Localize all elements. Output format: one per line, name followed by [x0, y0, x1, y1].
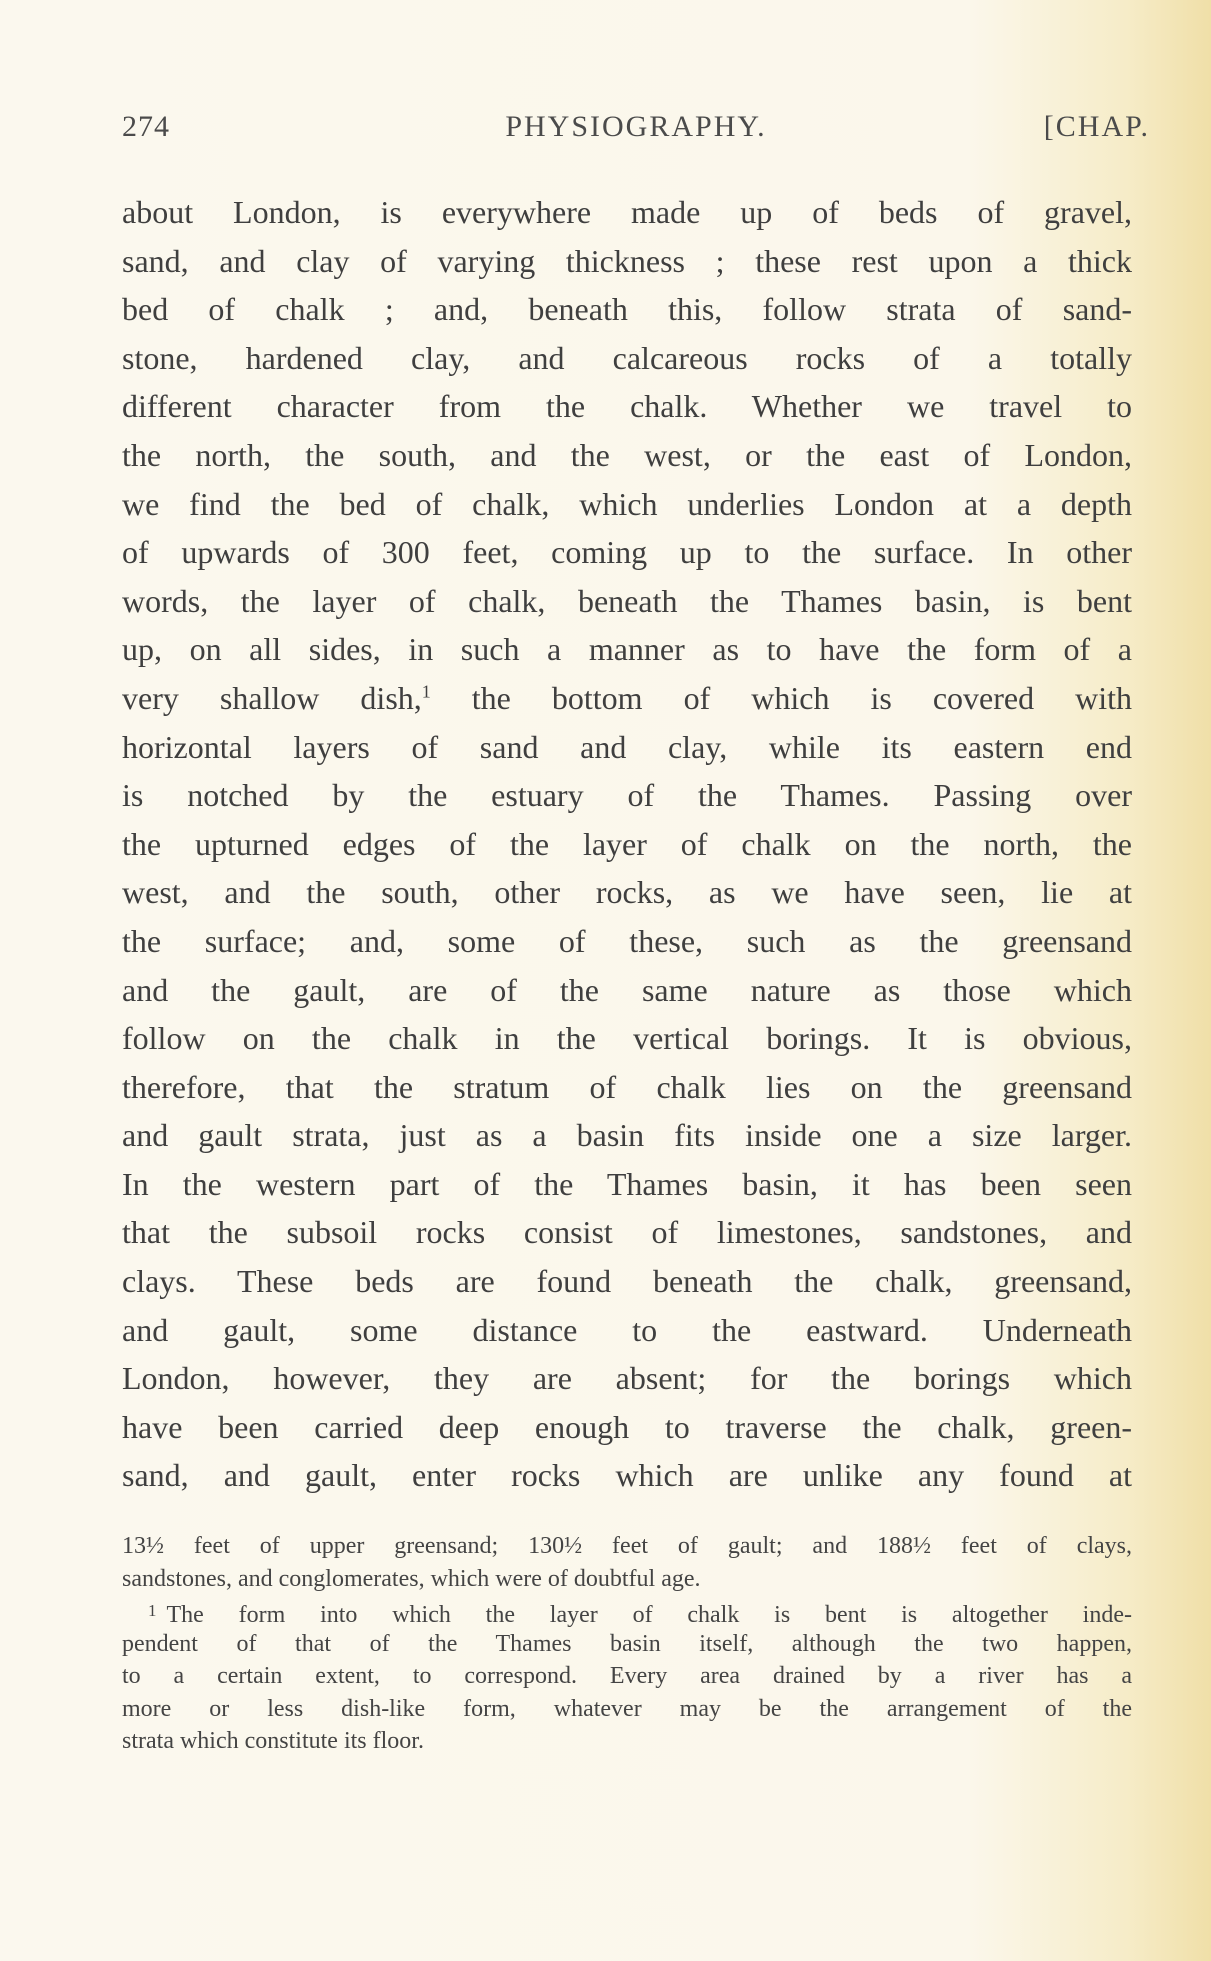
footnote-line: more or less dish-like form, whatever may be the arrangement of the	[122, 1695, 1132, 1722]
body-line: up, on all sides, in such a manner as to have the form of a	[122, 631, 1132, 668]
body-line: bed of chalk ; and, beneath this, follow strata of sand-	[122, 291, 1132, 328]
body-line: therefore, that the stratum of chalk lies on the greensand	[122, 1068, 1132, 1105]
running-title: PHYSIOGRAPHY.	[505, 110, 767, 143]
body-line-start: very shallow dish,	[122, 679, 422, 716]
footnote-line: to a certain extent, to correspond. Every area drained by a river has a	[122, 1663, 1132, 1689]
footnote-1-first-line	[122, 1595, 1132, 1628]
footnote-continuation-line: sandstones, and conglomerates, which were of doubtful age.	[122, 1565, 701, 1592]
body-line: words, the layer of chalk, beneath the Thames basin, is bent	[122, 582, 1132, 619]
footnote-continuation-line: 13½ feet of upper greensand; 130½ feet of gault; and 188½ feet of clays,	[122, 1533, 1132, 1559]
body-line: the surface; and, some of these, such as the greensand	[122, 922, 1132, 959]
body-line: the north, the south, and the west, or the east of London,	[122, 436, 1132, 473]
body-line: of upwards of 300 feet, coming up to the surface. In other	[122, 534, 1132, 571]
footnote-marker: 1	[148, 1601, 157, 1620]
body-line: the upturned edges of the layer of chalk on the north, the	[122, 825, 1132, 862]
body-line-end: the bottom of which is covered with	[430, 679, 1133, 716]
footnote-line: pendent of that of the Thames basin itself, although the two happen,	[122, 1630, 1132, 1657]
footnote-line: strata which constitute its floor.	[122, 1728, 424, 1754]
body-line: horizontal layers of sand and clay, while its eastern end	[122, 728, 1132, 765]
chapter-marker: [CHAP.	[1043, 110, 1150, 143]
body-line: sand, and gault, enter rocks which are unlike any found at	[122, 1457, 1132, 1494]
body-line: have been carried deep enough to traverse the chalk, green-	[122, 1408, 1132, 1445]
body-line: that the subsoil rocks consist of limestones, sandstones, and	[122, 1214, 1132, 1251]
body-line: stone, hardened clay, and calcareous rocks of a totally	[122, 339, 1132, 376]
body-line: is notched by the estuary of the Thames. Passing over	[122, 777, 1132, 814]
body-line: we find the bed of chalk, which underlies London at a depth	[122, 485, 1132, 522]
body-line: and gault, some distance to the eastward. Underneath	[122, 1311, 1132, 1348]
footnote-text: The form into which the layer of chalk is bent is altogether inde-	[166, 1602, 1132, 1628]
body-line: sand, and clay of varying thickness ; these rest upon a thick	[122, 242, 1132, 279]
footnote-reference: 1	[421, 681, 431, 702]
body-line: about London, is everywhere made up of beds of gravel,	[122, 194, 1132, 230]
body-line: and the gault, are of the same nature as those which	[122, 971, 1132, 1008]
body-line: clays. These beds are found beneath the chalk, greensand,	[122, 1263, 1132, 1300]
body-line: In the western part of the Thames basin, it has been seen	[122, 1165, 1132, 1202]
body-line-with-footnote-ref	[122, 674, 1132, 723]
running-head	[122, 106, 1150, 152]
body-text	[122, 188, 1132, 1500]
body-line: follow on the chalk in the vertical borings. It is obvious,	[122, 1020, 1132, 1057]
body-line: different character from the chalk. Whether we travel to	[122, 388, 1132, 425]
footnotes	[122, 1530, 1132, 1758]
page-number: 274	[122, 110, 170, 143]
body-line: and gault strata, just as a basin fits inside one a size larger.	[122, 1117, 1132, 1154]
body-line: west, and the south, other rocks, as we have seen, lie at	[122, 874, 1132, 911]
body-line: London, however, they are absent; for the borings which	[122, 1360, 1132, 1397]
